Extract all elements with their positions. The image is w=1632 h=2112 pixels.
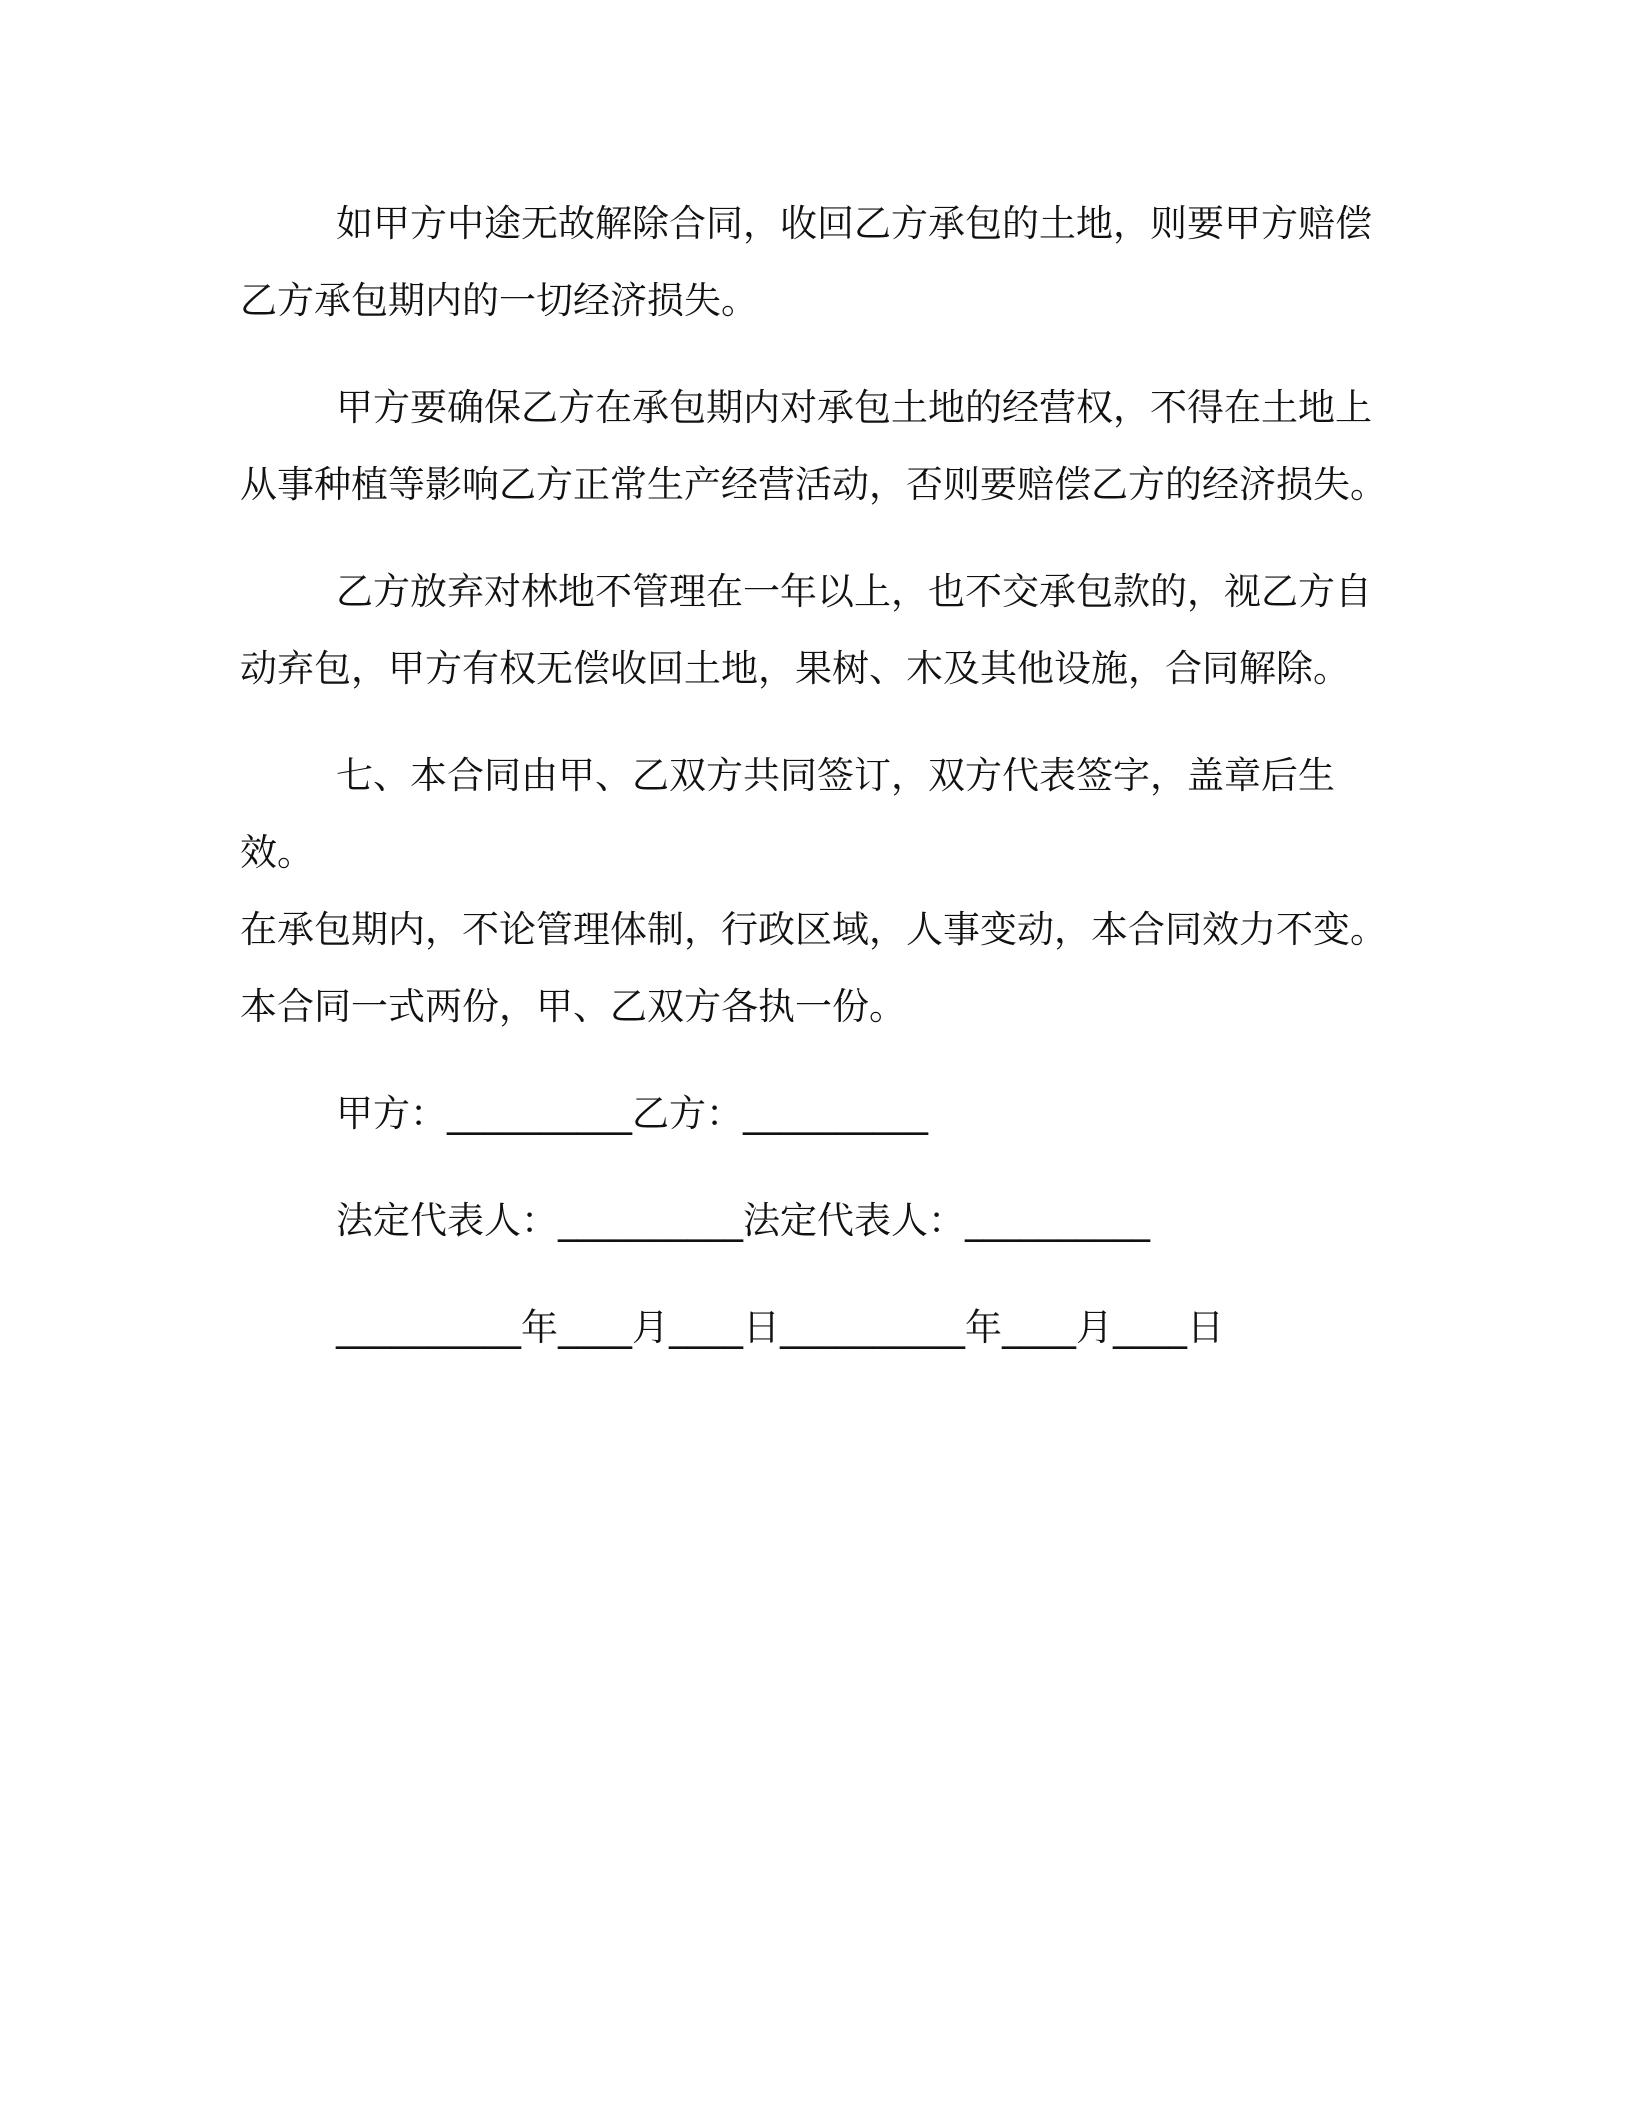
paragraph-abandonment: [240, 553, 1400, 707]
paragraph-line: 本合同一式两份，甲、乙双方各执一份。: [240, 985, 906, 1028]
paragraph-clause-seven-effectiveness: [240, 737, 1400, 1045]
paragraph-line: 乙方承包期内的一切经济损失。: [240, 279, 758, 322]
paragraph-line: 如甲方中途无故解除合同，收回乙方承包的土地，则要甲方赔偿: [336, 202, 1372, 245]
paragraph-operating-rights: [240, 369, 1400, 523]
signature-date-line: __________年____月____日__________年____月____日: [336, 1306, 1224, 1349]
paragraph-line: 从事种植等影响乙方正常生产经营活动，否则要赔偿乙方的经济损失。: [240, 463, 1387, 506]
paragraph-line: 乙方放弃对林地不管理在一年以上，也不交承包款的，视乙方自: [336, 570, 1372, 613]
signature-representatives-line: 法定代表人：__________法定代表人：__________: [336, 1199, 1150, 1242]
paragraph-line: 七、本合同由甲、乙双方共同签订，双方代表签字，盖章后生效。: [240, 754, 1335, 874]
paragraph-compensation-early-termination: [240, 185, 1400, 339]
signature-parties-line: 甲方：__________乙方：__________: [336, 1092, 928, 1135]
document-body: [240, 185, 1400, 1396]
paragraph-line: 甲方要确保乙方在承包期内对承包土地的经营权，不得在土地上: [336, 386, 1372, 429]
paragraph-line: 在承包期内，不论管理体制，行政区域，人事变动，本合同效力不变。: [240, 908, 1387, 951]
paragraph-line: 动弃包，甲方有权无偿收回土地，果树、木及其他设施，合同解除。: [240, 647, 1350, 690]
